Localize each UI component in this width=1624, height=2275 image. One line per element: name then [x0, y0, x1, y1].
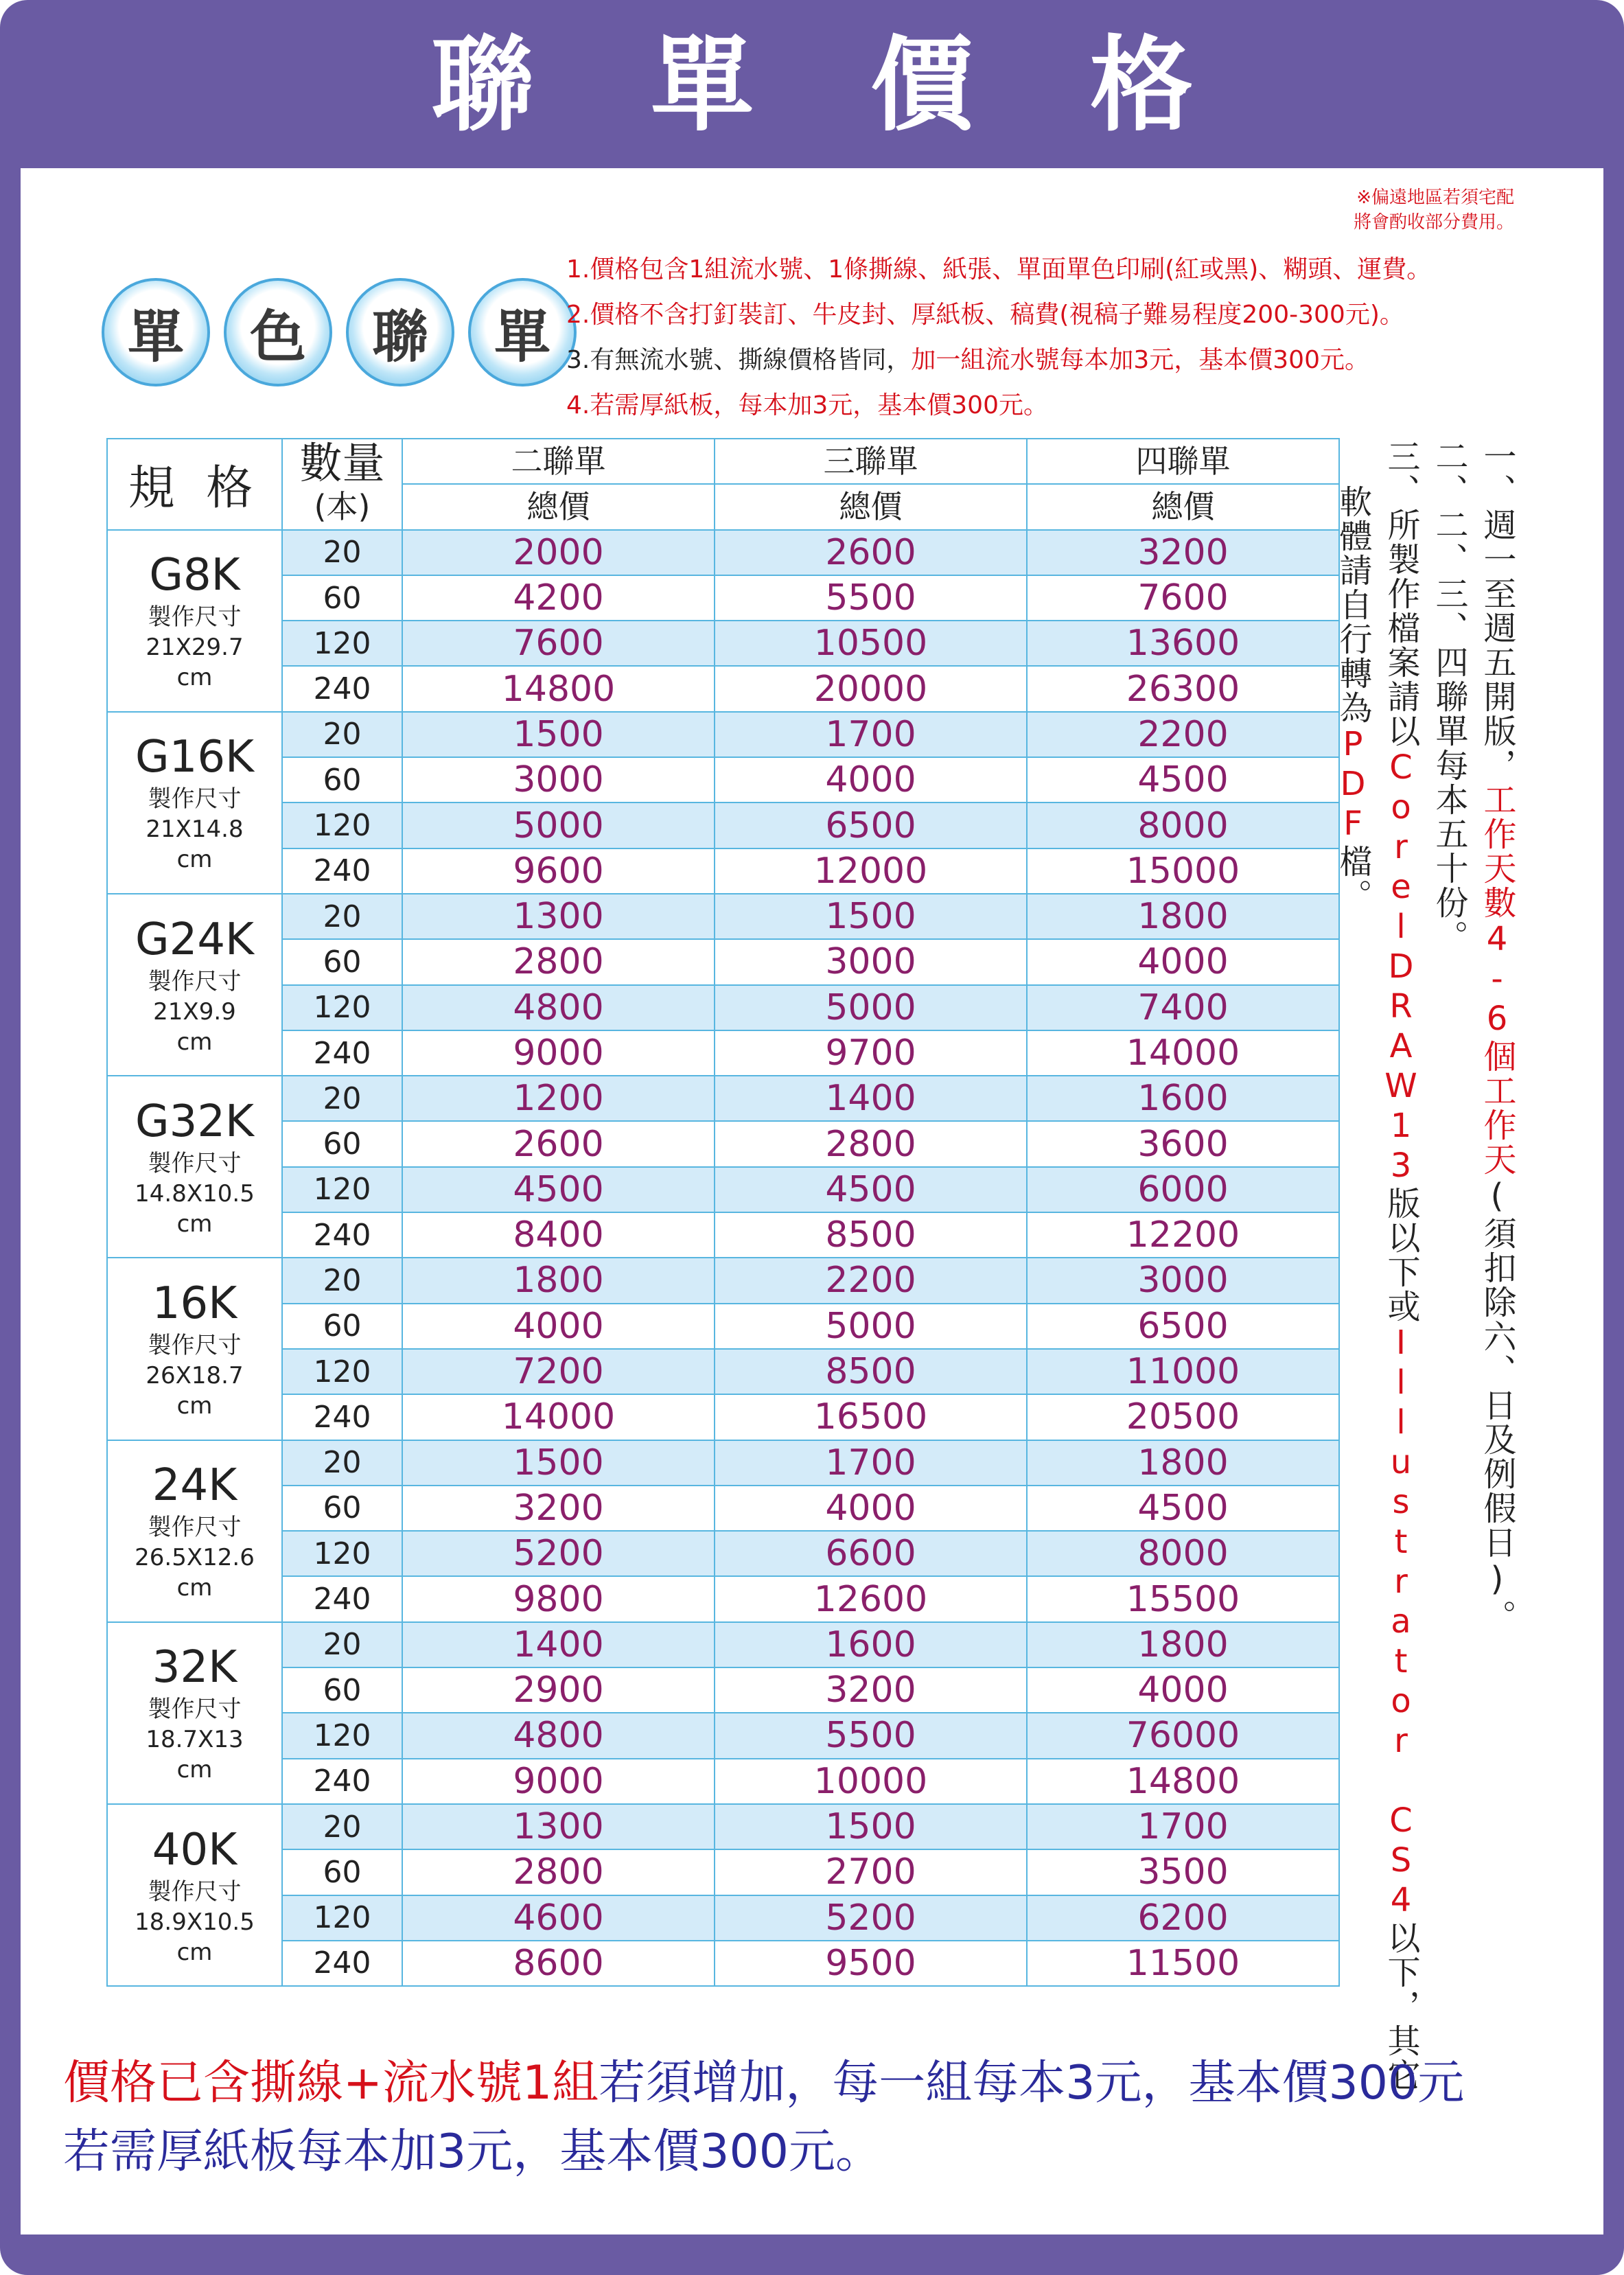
price-cell: 8500	[715, 1349, 1027, 1394]
price-cell: 5000	[715, 985, 1027, 1030]
price-cell: 2900	[402, 1667, 715, 1713]
rule-text-red: 若需厚紙板，每本加3元，基本價300元。	[590, 391, 1048, 419]
price-cell: 6500	[1027, 1304, 1339, 1349]
price-cell: 14000	[402, 1394, 715, 1440]
price-cell: 3000	[715, 939, 1027, 984]
table-row	[107, 802, 1339, 848]
spec-size-label: 製作尺寸	[148, 603, 242, 632]
side-note-text: (須扣除六、日及例假日)。	[1478, 1177, 1516, 1634]
side-note-text: 三、所製作檔案請以	[1382, 439, 1420, 748]
price-cell: 20500	[1027, 1394, 1339, 1440]
qty-cell: 120	[282, 1895, 402, 1941]
price-cell: 1300	[402, 894, 715, 939]
side-note-red: Illustrator CS4	[1382, 1324, 1420, 1921]
title-char: 聯	[430, 26, 534, 146]
spec-size-label: 製作尺寸	[148, 1878, 242, 1906]
spec-size: 26X18.7	[146, 1361, 244, 1389]
qty-cell: 60	[282, 1121, 402, 1166]
price-cell: 15500	[1027, 1576, 1339, 1621]
table-row	[107, 1667, 1339, 1713]
price-cell: 1500	[715, 894, 1027, 939]
qty-cell: 20	[282, 1804, 402, 1849]
table-row	[107, 666, 1339, 711]
price-cell: 1700	[715, 1440, 1027, 1486]
table-row	[107, 1212, 1339, 1258]
price-cell: 9700	[715, 1030, 1027, 1076]
spec-name: G32K	[135, 1096, 254, 1147]
price-cell: 8400	[402, 1212, 715, 1258]
bottom-note-blue: 若須增加，每一組每本3元，基本價300元	[599, 2056, 1465, 2110]
price-cell: 3200	[1027, 530, 1339, 575]
price-cell: 7600	[402, 621, 715, 666]
title-char: 價	[870, 26, 974, 146]
price-cell: 8000	[1027, 802, 1339, 848]
side-note-text: 二、二、三、四聯單每本五十份。	[1430, 439, 1468, 954]
price-cell: 13600	[1027, 621, 1339, 666]
price-cell: 7400	[1027, 985, 1339, 1030]
side-note-text: 以下，其它	[1382, 1921, 1420, 2092]
badge-bubble: 單	[468, 278, 577, 386]
badge-bubble: 單	[102, 278, 210, 386]
spec-size: 21X14.8	[146, 816, 244, 844]
rule-number: 2.	[566, 301, 590, 329]
qty-cell: 60	[282, 575, 402, 621]
price-cell: 3500	[1027, 1849, 1339, 1895]
spec-cell	[107, 530, 282, 712]
price-cell: 7600	[1027, 575, 1339, 621]
spec-unit: cm	[176, 1391, 213, 1420]
spec-name: 24K	[152, 1460, 237, 1512]
header-qty	[282, 439, 402, 530]
price-cell: 76000	[1027, 1713, 1339, 1758]
price-cell: 2600	[715, 530, 1027, 575]
price-cell: 4800	[402, 985, 715, 1030]
spec-name: 16K	[152, 1278, 237, 1329]
spec-size-label: 製作尺寸	[148, 1514, 242, 1542]
price-cell: 4500	[715, 1167, 1027, 1212]
price-cell: 1200	[402, 1076, 715, 1121]
price-cell: 1800	[1027, 894, 1339, 939]
price-cell: 4600	[402, 1895, 715, 1941]
table-row	[107, 1576, 1339, 1621]
table-row	[107, 757, 1339, 802]
pricing-rules	[566, 247, 1431, 428]
spec-size: 18.9X10.5	[135, 1908, 255, 1936]
qty-cell: 20	[282, 1440, 402, 1486]
rule-number: 1.	[566, 255, 590, 284]
side-note-red: 工作天數4-6個工作天	[1478, 783, 1516, 1177]
rule-number: 3.	[566, 346, 590, 374]
qty-cell: 240	[282, 848, 402, 894]
bottom-note-red: 價格已含撕線+流水號1組	[63, 2056, 599, 2110]
qty-cell: 20	[282, 894, 402, 939]
price-cell: 4500	[402, 1167, 715, 1212]
price-cell: 1600	[715, 1622, 1027, 1667]
title-char: 格	[1090, 26, 1194, 146]
table-row	[107, 1622, 1339, 1667]
qty-cell: 60	[282, 1849, 402, 1895]
price-cell: 12200	[1027, 1212, 1339, 1258]
badge-bubble: 色	[224, 278, 332, 386]
price-cell: 1400	[715, 1076, 1027, 1121]
delivery-note-line: 將會酌收部分費用。	[1353, 212, 1514, 233]
qty-cell: 20	[282, 530, 402, 575]
table-row	[107, 1941, 1339, 1986]
table-row	[107, 1258, 1339, 1303]
qty-cell: 240	[282, 1030, 402, 1076]
price-cell: 4800	[402, 1713, 715, 1758]
spec-cell	[107, 1258, 282, 1440]
spec-name: 40K	[152, 1824, 237, 1875]
price-cell: 14800	[1027, 1759, 1339, 1804]
price-cell: 9000	[402, 1030, 715, 1076]
price-cell: 1600	[1027, 1076, 1339, 1121]
side-note-text: 軟體請自行轉為	[1334, 485, 1372, 725]
table-row	[107, 894, 1339, 939]
price-cell: 5200	[715, 1895, 1027, 1941]
side-note-text: 版以下或	[1382, 1186, 1420, 1324]
spec-size: 21X9.9	[153, 997, 236, 1026]
spec-cell	[107, 1622, 282, 1804]
spec-cell	[107, 894, 282, 1076]
price-cell: 1300	[402, 1804, 715, 1849]
spec-unit: cm	[176, 1028, 213, 1056]
price-cell: 1800	[402, 1258, 715, 1303]
table-row	[107, 621, 1339, 666]
price-cell: 2700	[715, 1849, 1027, 1895]
table-row	[107, 1076, 1339, 1121]
price-cell: 26300	[1027, 666, 1339, 711]
spec-cell	[107, 1804, 282, 1986]
spec-unit: cm	[176, 1756, 213, 1784]
spec-name: 32K	[152, 1642, 237, 1694]
price-cell: 4000	[1027, 1667, 1339, 1713]
spec-size: 21X29.7	[146, 634, 244, 662]
table-row	[107, 1394, 1339, 1440]
qty-cell: 20	[282, 1076, 402, 1121]
qty-cell: 240	[282, 1941, 402, 1986]
table-row	[107, 575, 1339, 621]
rule-number: 4.	[566, 391, 590, 419]
price-table-body	[107, 530, 1339, 1987]
table-row	[107, 1531, 1339, 1576]
price-cell: 5500	[715, 1713, 1027, 1758]
table-row	[107, 1030, 1339, 1076]
qty-cell: 120	[282, 1531, 402, 1576]
delivery-note	[1354, 185, 1514, 235]
qty-cell: 60	[282, 1304, 402, 1349]
price-cell: 2800	[402, 1849, 715, 1895]
header-qty-unit: (本)	[314, 488, 371, 526]
price-cell: 7200	[402, 1349, 715, 1394]
table-row	[107, 848, 1339, 894]
rule-text-red: 價格不含打釘裝訂、牛皮封、厚紙板、稿費(視稿子難易程度200-300元)。	[590, 301, 1404, 329]
bottom-note	[63, 2049, 1464, 2186]
qty-cell: 240	[282, 1212, 402, 1258]
price-cell: 4000	[1027, 939, 1339, 984]
price-cell: 6200	[1027, 1895, 1339, 1941]
spec-cell	[107, 1440, 282, 1622]
price-table	[106, 438, 1340, 1987]
rule-item	[566, 383, 1431, 428]
spec-name: G8K	[149, 550, 240, 601]
price-cell: 15000	[1027, 848, 1339, 894]
price-cell: 1800	[1027, 1440, 1339, 1486]
table-row	[107, 1121, 1339, 1166]
qty-cell: 60	[282, 757, 402, 802]
price-cell: 1700	[715, 712, 1027, 757]
price-cell: 3200	[715, 1667, 1027, 1713]
table-row	[107, 1804, 1339, 1849]
table-row	[107, 1304, 1339, 1349]
delivery-note-line: ※偏遠地區若須宅配	[1356, 187, 1514, 208]
qty-cell: 120	[282, 985, 402, 1030]
spec-cell	[107, 712, 282, 894]
bottom-note-line-1	[63, 2049, 1464, 2118]
rule-text-black: 有無流水號、撕線價格皆同，	[590, 346, 912, 374]
qty-cell: 240	[282, 666, 402, 711]
price-cell: 2000	[402, 530, 715, 575]
price-cell: 3600	[1027, 1121, 1339, 1166]
side-note-text: 一、週一至週五開版，	[1478, 439, 1516, 783]
spec-size-label: 製作尺寸	[148, 1149, 242, 1177]
table-row	[107, 712, 1339, 757]
price-cell: 5500	[715, 575, 1027, 621]
price-cell: 4200	[402, 575, 715, 621]
header-col-sub: 總價	[715, 484, 1027, 529]
price-cell: 3200	[402, 1486, 715, 1531]
header-col-sub: 總價	[1027, 484, 1339, 529]
qty-cell: 120	[282, 1713, 402, 1758]
spec-unit: cm	[176, 1574, 213, 1602]
price-cell: 5200	[402, 1531, 715, 1576]
rule-text-red: 價格包含1組流水號、1條撕線、紙張、單面單色印刷(紅或黑)、糊頭、運費。	[590, 255, 1432, 284]
header-qty-label: 數量	[299, 438, 385, 489]
title-char: 單	[650, 26, 754, 146]
spec-size-label: 製作尺寸	[148, 785, 242, 813]
header-col-name: 四聯單	[1027, 439, 1339, 484]
rule-item	[566, 338, 1431, 383]
price-cell: 4000	[715, 757, 1027, 802]
price-cell: 6500	[715, 802, 1027, 848]
spec-cell	[107, 1076, 282, 1258]
table-row	[107, 1713, 1339, 1758]
price-cell: 5000	[402, 802, 715, 848]
spec-unit: cm	[176, 1210, 213, 1238]
spec-name: G16K	[135, 732, 254, 783]
spec-size-label: 製作尺寸	[148, 967, 242, 995]
qty-cell: 120	[282, 1349, 402, 1394]
price-cell: 16500	[715, 1394, 1027, 1440]
spec-size: 18.7X13	[146, 1726, 244, 1754]
side-note-text: 檔。	[1334, 844, 1372, 913]
side-note-2	[1426, 439, 1472, 954]
qty-cell: 120	[282, 1167, 402, 1212]
price-cell: 2800	[402, 939, 715, 984]
price-cell: 4000	[715, 1486, 1027, 1531]
price-cell: 9500	[715, 1941, 1027, 1986]
qty-cell: 20	[282, 712, 402, 757]
table-row	[107, 939, 1339, 984]
price-cell: 4500	[1027, 757, 1339, 802]
table-row	[107, 985, 1339, 1030]
spec-size-label: 製作尺寸	[148, 1696, 242, 1724]
spec-size: 14.8X10.5	[135, 1179, 255, 1208]
header-spec: 規 格	[107, 439, 282, 530]
price-cell: 12600	[715, 1576, 1027, 1621]
price-cell: 10500	[715, 621, 1027, 666]
price-cell: 2800	[715, 1121, 1027, 1166]
spec-size-label: 製作尺寸	[148, 1331, 242, 1359]
price-cell: 10000	[715, 1759, 1027, 1804]
qty-cell: 120	[282, 621, 402, 666]
spec-unit: cm	[176, 664, 213, 692]
qty-cell: 20	[282, 1258, 402, 1303]
qty-cell: 60	[282, 1667, 402, 1713]
page-title	[0, 21, 1624, 151]
side-note-3-cont	[1330, 485, 1376, 913]
price-cell: 9600	[402, 848, 715, 894]
rule-item	[566, 292, 1431, 338]
spec-name: G24K	[135, 914, 254, 965]
price-cell: 1500	[402, 712, 715, 757]
price-cell: 8000	[1027, 1531, 1339, 1576]
table-row	[107, 1440, 1339, 1486]
price-cell: 4000	[402, 1304, 715, 1349]
price-cell: 6000	[1027, 1167, 1339, 1212]
badge-bubble: 聯	[346, 278, 454, 386]
price-cell: 3000	[1027, 1258, 1339, 1303]
table-row	[107, 1849, 1339, 1895]
price-cell: 6600	[715, 1531, 1027, 1576]
price-cell: 8500	[715, 1212, 1027, 1258]
price-cell: 5000	[715, 1304, 1027, 1349]
price-cell: 14800	[402, 666, 715, 711]
price-cell: 11500	[1027, 1941, 1339, 1986]
price-cell: 11000	[1027, 1349, 1339, 1394]
price-cell: 2200	[715, 1258, 1027, 1303]
spec-unit: cm	[176, 846, 213, 874]
table-row	[107, 1349, 1339, 1394]
bottom-note-line-2: 若需厚紙板每本加3元，基本價300元。	[63, 2125, 883, 2179]
price-cell: 9000	[402, 1759, 715, 1804]
header-col-name: 二聯單	[402, 439, 715, 484]
qty-cell: 240	[282, 1759, 402, 1804]
spec-size: 26.5X12.6	[135, 1544, 255, 1572]
table-row	[107, 1486, 1339, 1531]
price-cell: 1500	[402, 1440, 715, 1486]
rule-item	[566, 247, 1431, 292]
qty-cell: 60	[282, 1486, 402, 1531]
table-row	[107, 1167, 1339, 1212]
price-cell: 9800	[402, 1576, 715, 1621]
side-note-3	[1378, 439, 1424, 2092]
qty-cell: 120	[282, 802, 402, 848]
side-note-red: PDF	[1334, 725, 1372, 844]
price-cell: 14000	[1027, 1030, 1339, 1076]
qty-cell: 240	[282, 1394, 402, 1440]
table-row	[107, 1895, 1339, 1941]
price-cell: 3000	[402, 757, 715, 802]
price-cell: 2200	[1027, 712, 1339, 757]
price-cell: 1700	[1027, 1804, 1339, 1849]
price-cell: 12000	[715, 848, 1027, 894]
price-cell: 1800	[1027, 1622, 1339, 1667]
price-cell: 2600	[402, 1121, 715, 1166]
price-cell: 8600	[402, 1941, 715, 1986]
price-cell: 20000	[715, 666, 1027, 711]
header-col-name: 三聯單	[715, 439, 1027, 484]
header-col-sub: 總價	[402, 484, 715, 529]
table-row	[107, 530, 1339, 575]
table-row	[107, 1759, 1339, 1804]
price-cell: 1500	[715, 1804, 1027, 1849]
mono-form-badge	[102, 278, 577, 386]
qty-cell: 60	[282, 939, 402, 984]
price-cell: 1400	[402, 1622, 715, 1667]
qty-cell: 20	[282, 1622, 402, 1667]
spec-unit: cm	[176, 1938, 213, 1966]
rule-text-red: 加一組流水號每本加3元，基本價300元。	[911, 346, 1369, 374]
side-note-1	[1474, 439, 1520, 1634]
table-header-row	[107, 439, 1339, 484]
side-note-red: CorelDRAW13	[1382, 748, 1420, 1186]
price-cell: 4500	[1027, 1486, 1339, 1531]
qty-cell: 240	[282, 1576, 402, 1621]
